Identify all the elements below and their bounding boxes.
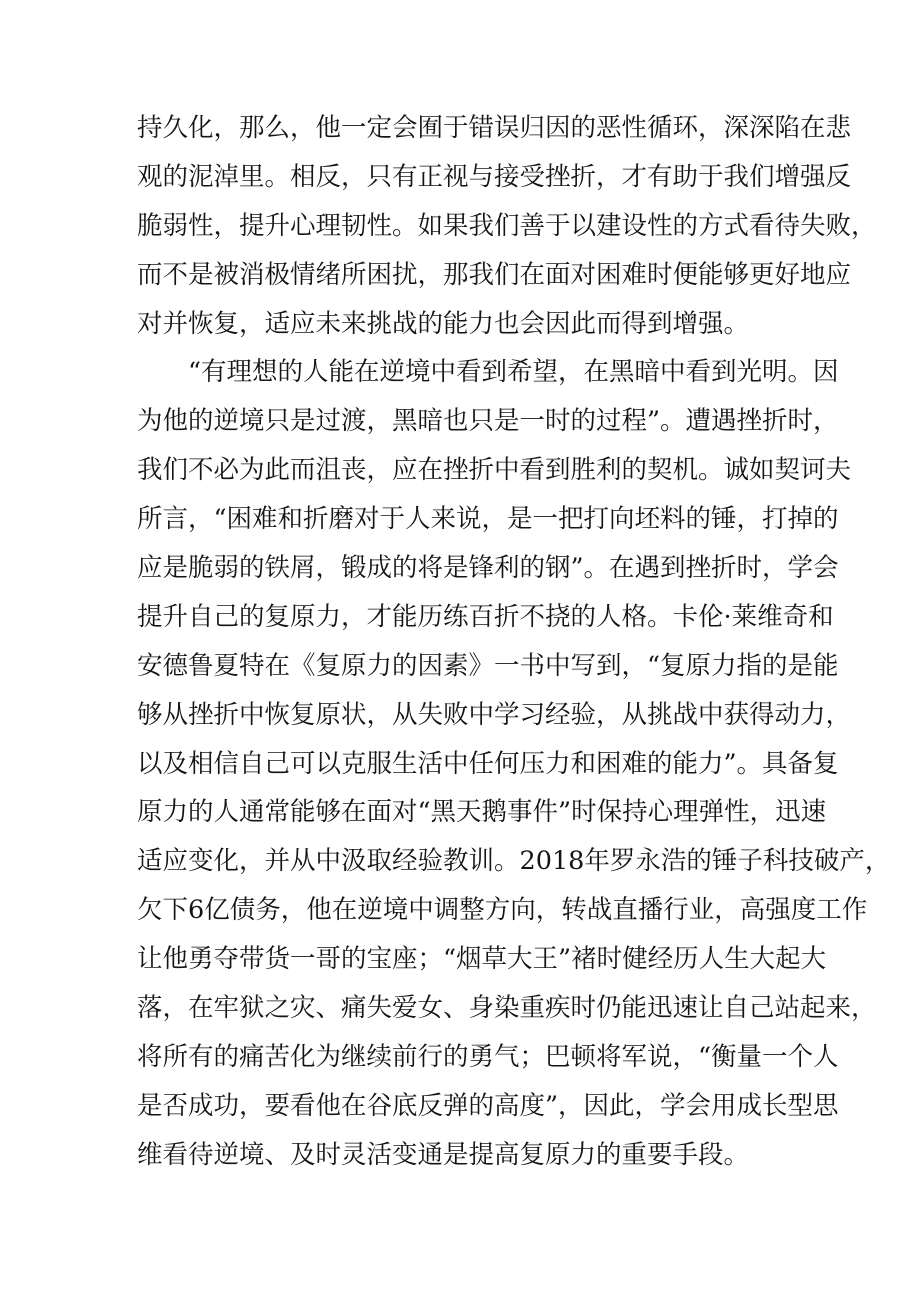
text-line: 将所有的痛苦化为继续前行的勇气；巴顿将军说，“衡量一个人 <box>137 1041 839 1072</box>
text-line: 为他的逆境只是过渡，黑暗也只是一时的过程”。遭遇挫折时， <box>137 406 839 437</box>
paragraph-1 <box>137 104 877 348</box>
text-line: 让他勇夺带货一哥的宝座；“烟草大王”褚时健经历人生大起大 <box>137 944 827 975</box>
text-line: 落，在牢狱之灾、痛失爱女、身染重疾时仍能迅速让自己站起来， <box>137 993 877 1024</box>
text-line: 持久化，那么，他一定会囿于错误归因的恶性循环，深深陷在悲 <box>137 113 852 143</box>
text-line: 我们不必为此而沮丧，应在挫折中看到胜利的契机。诚如契诃夫 <box>137 455 852 486</box>
text-line: 是否成功，要看他在谷底反弹的高度”，因此，学会用成长型思 <box>137 1090 839 1121</box>
text-line: 够从挫折中恢复原状，从失败中学习经验，从挑战中获得动力， <box>137 699 852 730</box>
text-line: 维看待逆境、及时灵活变通是提高复原力的重要手段。 <box>137 1139 750 1170</box>
text-line: 对并恢复，适应未来挑战的能力也会因此而得到增强。 <box>137 308 750 339</box>
text-line: “有理想的人能在逆境中看到希望，在黑暗中看到光明。因 <box>188 357 839 388</box>
text-line: 以及相信自己可以克服生活中任何压力和困难的能力”。具备复 <box>137 748 839 779</box>
text-line: 观的泥淖里。相反，只有正视与接受挫折，才有助于我们增强反 <box>137 161 852 192</box>
text-line: 所言，“困难和折磨对于人来说，是一把打向坯料的锤，打掉的 <box>137 504 839 535</box>
text-line: 提升自己的复原力，才能历练百折不挠的人格。卡伦·莱维奇和 <box>137 601 834 632</box>
document-body <box>137 104 891 1180</box>
text-line: 适应变化，并从中汲取经验教训。2018年罗永浩的锤子科技破产， <box>137 846 891 877</box>
text-line: 欠下6亿债务，他在逆境中调整方向，转战直播行业，高强度工作 <box>137 895 868 926</box>
text-line: 应是脆弱的铁屑，锻成的将是锋利的钢”。在遇到挫折时，学会 <box>137 553 839 584</box>
text-line: 而不是被消极情绪所困扰，那我们在面对困难时便能够更好地应 <box>137 259 852 290</box>
paragraph-2 <box>137 348 891 1179</box>
text-line: 脆弱性，提升心理韧性。如果我们善于以建设性的方式看待失败， <box>137 210 877 241</box>
text-line: 安德鲁夏特在《复原力的因素》一书中写到，“复原力指的是能 <box>137 650 839 681</box>
text-line: 原力的人通常能够在面对“黑天鹅事件”时保持心理弹性，迅速 <box>137 797 827 828</box>
